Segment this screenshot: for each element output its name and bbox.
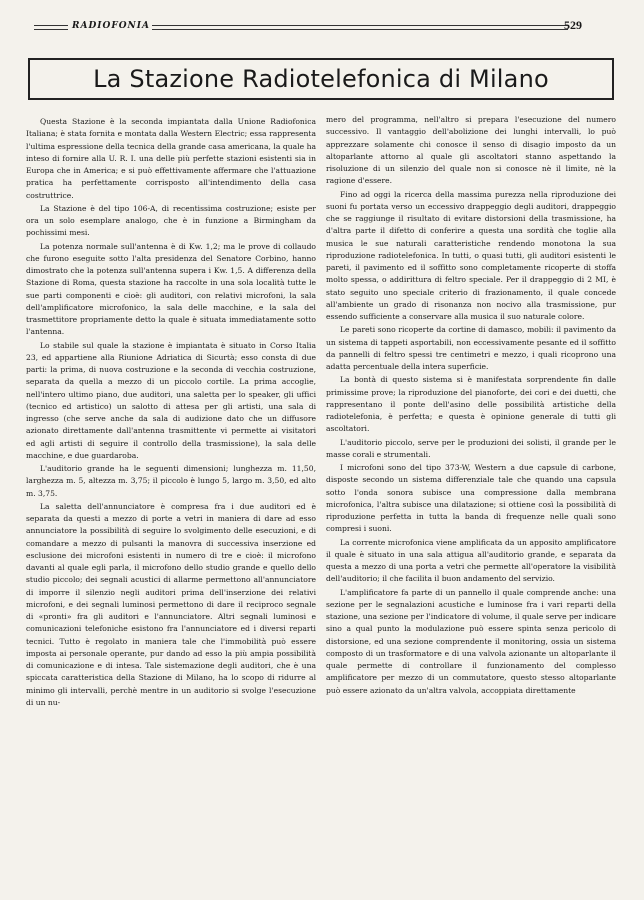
paragraph: Questa Stazione è la seconda impiantata dalla Unione Radiofonica Italiana; è stata fornita e montata dalla Western Electric; essa rappresenta l'ultima espressione della tecnica della grande casa americana, la quale ha inteso di fornire alla U. R. I. una delle più perfette stazioni esistenti sia in Europa che in America; e si può effettivamente affermare che l'attuazione pratica ha perfettamente corrisposto all'intendimento della casa costruttrice.: [26, 117, 316, 200]
paragraph: I microfoni sono del tipo 373-W, Western a due capsule di carbone, disposte secondo un sistema differenziale tale che quando una capsula sotto l'onda sonora subisce una compressione dalla membrana microfonica, l'altra subisce una dilatazione; si ottiene così la possibilità di riproduzione perfetta in tutta la banda di frequenze nelle quali sono compresi i suoni.: [326, 463, 616, 534]
article-title-box: [28, 58, 614, 100]
left-column: [26, 116, 316, 884]
page-header: [34, 20, 610, 34]
paragraph: mero del programma, nell'altro si prepara l'esecuzione del numero successivo. Il vantaggio dell'abolizione dei lunghi intervalli, lo può apprezzare solamente chi conosce il senso di disagio imposto da un altoparlante attorno al quale gli ascoltatori stanno aspettando la risoluzione di un silenzio del quale non si conosce nè il limite, nè la ragione d'essere.: [326, 115, 616, 186]
paragraph: La saletta dell'annunciatore è compresa fra i due auditori ed è separata da questi a mezzo di porte a vetri in maniera di dare ad esso annunciatore la possibilità di seguire lo svolgimento delle esecuzioni, e di comandare a mezzo di pulsanti la manovra di successiva inserzione ed esclusione dei microfoni esistenti in numero di tre e cioè: il microfono davanti al quale egli parla, il microfono dello studio grande e quello dello studio piccolo; dei segnali acustici di allarme permettono all'annunciatore di imporre il silenzio negli auditori prima dell'inserzione dei relativi microfoni, e dei segnali luminosi permettono di dare il reciproco segnale di «pronti» fra gli auditori e l'annunciatore. Altri segnali luminosi e comunicazioni telefoniche esistono fra l'annunciatore ed i diversi reparti tecnici. Tutto è regolato in maniera tale che l'immobilità può essere imposta ai personale operante, pur dando ad esso la più ampia possibilità di comunicazione e di intesa. Tale sistemazione degli auditori, che è una spiccata caratteristica della Stazione di Milano, ha lo scopo di ridurre al minimo gli intervalli, perchè mentre in un auditorio si svolge l'esecuzione di un nu-: [26, 501, 316, 707]
paragraph: La potenza normale sull'antenna è di Kw. 1,2; ma le prove di collaudo che furono eseguite sotto l'alta presidenza del Senatore Corbino, hanno dimostrato che la potenza sull'antenna supera i Kw. 1,5. A differenza della Stazione di Roma, questa stazione ha raccolte in una sola località tutte le sue parti componenti e cioè: gli auditori, con relativi microfoni, la sala dell'amplificatore microfonico, la sala delle macchine, e la sala del trasmettitore propriamente detto la quale è situata immediatamente sotto l'antenna.: [26, 241, 316, 337]
paragraph: Lo stabile sul quale la stazione è impiantata è situato in Corso Italia 23, ed appartiene alla Riunione Adriatica di Sicurtà; esso consta di due parti: la prima, di nuova costruzione e la seconda di vecchia costruzione, separata da quella a mezzo di un piccolo cortile. La prima accoglie, nell'intero ultimo piano, due auditori, una saletta per lo speaker, gli uffici (tecnico ed artistico) un salotto di attesa per gli artisti, una sala di ingresso (che serve anche da sala di audizione dato che un diffusore azionato direttamente dall'antenna trasmittente vi permette ai visitatori ed agli artisti di seguire il controllo della trasmissione), la sala delle macchine, e due guardaroba.: [26, 340, 316, 460]
paragraph: L'auditorio grande ha le seguenti dimensioni; lunghezza m. 11,50, larghezza m. 5, altezza m. 3,75; il piccolo è lungo 5, largo m. 3,50, ed alto m. 3,75.: [26, 464, 316, 498]
right-column: [326, 114, 616, 882]
paragraph: Fino ad oggi la ricerca della massima purezza nella riproduzione dei suoni fu portata verso un eccessivo drappeggio degli auditori, drappeggio che se raggiunge il risultato di evitare distorsioni della trasmissione, ha d'altra parte il difetto di conferire a questa una sordità che toglie alla musica le sue naturali caratteristiche rendendo monotona la sua riproduzione radiotelefonica. In tutti, o quasi tutti, gli auditori esistenti le pareti, il pavimento ed il soffitto sono completamente ricoperte di stoffa molto spessa, o addirittura di feltro speciale. Per il drappeggio di 2 MI, è stato seguito uno speciale criterio di frazionamento, il quale concede all'ambiente un grado di risonanza non nocivo alla trasmissione, pur essendo sufficiente a conservare alla musica il suo naturale colore.: [326, 189, 616, 321]
paragraph: La corrente microfonica viene amplificata da un apposito amplificatore il quale è situato in una sala attigua all'auditorio grande, e separata da questa a mezzo di una porta a vetri che permette all'operatore la visibilità dell'auditorio; il che facilita il buon andamento del servizio.: [326, 537, 616, 584]
header-ornament-rule: [152, 25, 568, 30]
header-ornament-left: [34, 25, 68, 30]
paragraph: Le pareti sono ricoperte da cortine di damasco, mobili: il pavimento da un sistema di tappeti asportabili, non eccessivamente pesante ed il soffitto da pannelli di feltro spessi tre centimetri e mezzo, i quali ricoprono una adatta percentuale della intera superficie.: [326, 325, 616, 371]
paragraph: L'amplificatore fa parte di un pannello il quale comprende anche: una sezione per le segnalazioni acustiche e luminose fra i vari reparti della stazione, una sezione per l'indicatore di volume, il quale serve per indicare sino a qual punto la modulazione può essere spinta senza pericolo di distorsione, ed una sezione comprendente il monitoring, ossia un sistema composto di un trasformatore e di una valvola azionante un altoparlante il quale permette di controllare il funzionamento del complesso amplificatore per mezzo di un commutatore, questo stesso altoparlante può essere azionato da un'altra valvola, accoppiata direttamente: [326, 587, 616, 695]
magazine-name: RADIOFONIA: [72, 21, 150, 31]
paragraph: La bontà di questo sistema si è manifestata sorprendente fin dalle primissime prove; la riproduzione del pianoforte, dei cori e dei duetti, che rappresentano il ponte dell'asino delle possibilità artistiche della radiotelefonia, è perfetta; e questa è opinione generale di tutti gli ascoltatori.: [326, 375, 616, 434]
paragraph: L'auditorio piccolo, serve per le produzioni dei solisti, il grande per le masse corali e strumentali.: [326, 437, 616, 459]
article-title: La Stazione Radiotelefonica di Milano: [93, 65, 549, 93]
paragraph: La Stazione è del tipo 106-A, di recentissima costruzione; esiste per ora un solo esemplare analogo, che è in funzione a Birmingham da pochissimi mesi.: [26, 203, 316, 238]
page-number: 529: [564, 18, 582, 32]
